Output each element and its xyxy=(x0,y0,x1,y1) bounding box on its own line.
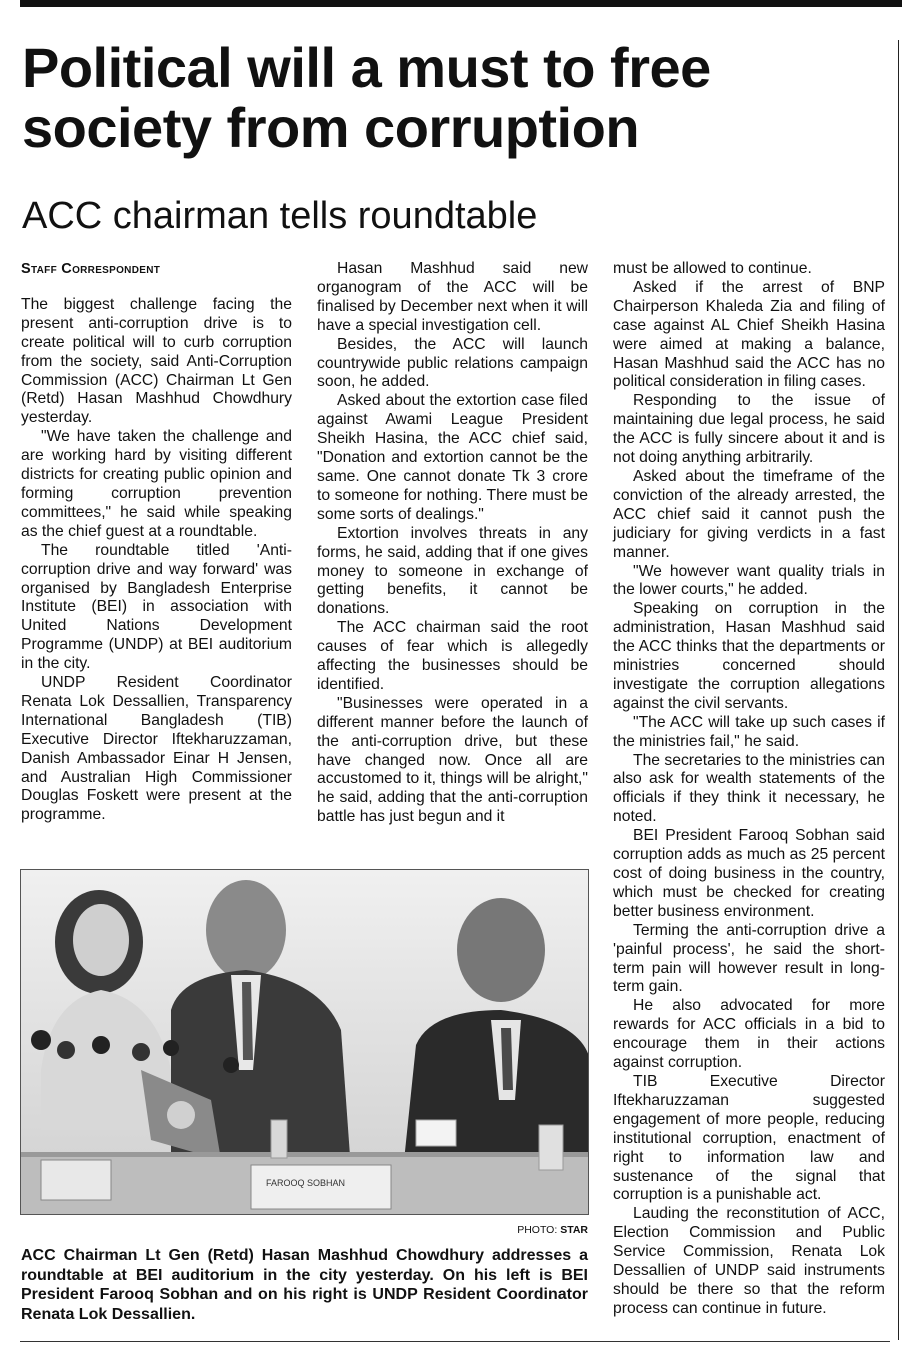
paragraph: The ACC chairman said the root causes of fear which is allegedly affecting the businesses should be identified. xyxy=(317,619,588,693)
paragraph: The secretaries to the ministries can also ask for wealth statements of the officials if they think it necessary, he noted. xyxy=(613,751,885,826)
paragraph: "Businesses were operated in a different manner before the launch of the anti-corruption drive, but these have changed now. Once all are accustomed to it, things will be alright," he said, adding that the anti-corruption battle has just begun and it xyxy=(317,694,588,826)
paragraph: The biggest challenge facing the present anti-corruption drive is to create political will to curb corruption from the society, said Anti-Corruption Commission (ACC) Chairman Lt Gen (Retd) Hasan Mashhud Chowdhury yesterday. xyxy=(21,295,292,427)
article-column-2 xyxy=(317,260,588,827)
article-headline: Political will a must to free society from corruption xyxy=(22,36,711,159)
paragraph: must be allowed to continue. xyxy=(613,260,812,277)
paragraph: "We however want quality trials in the lower courts," he added. xyxy=(613,562,885,599)
paragraph: Speaking on corruption in the administration, Hasan Mashhud said the ACC thinks that the departments or ministries concerned should investigate the corruption allegations against the civil servants. xyxy=(613,600,885,712)
paragraph: BEI President Farooq Sobhan said corruption adds as much as 25 percent cost of doing business in the country, which must be checked for creating better business environment. xyxy=(613,827,885,920)
paragraph: Lauding the reconstitution of ACC, Election Commission and Public Service Commission, Renata Lok Dessallien of UNDP said instruments should be there so that the reform process can continue in future. xyxy=(613,1205,885,1317)
column-rule xyxy=(898,40,899,1340)
paragraph: The roundtable titled 'Anti-corruption drive and way forward' was organised by Bangladesh Enterprise Institute (BEI) in association with United Nations Development Programme (UNDP) at BEI auditorium in the city. xyxy=(21,541,292,673)
article-column-1 xyxy=(21,260,292,825)
paragraph: TIB Executive Director Iftekharuzzaman suggested engagement of more people, reducing institutional corruption, enactment of right to information law and sustenance of the signal that corruption is a punishable act. xyxy=(613,1072,885,1204)
paragraph: Asked if the arrest of BNP Chairperson Khaleda Zia and filing of case against AL Chief Sheikh Hasina were aimed at making a balance, Hasan Mashhud said the ACC has no political consideration in filing cases. xyxy=(613,278,885,391)
photo-credit-source: STAR xyxy=(560,1224,588,1236)
paragraph: Hasan Mashhud said new organogram of the ACC will be finalised by December next when it will have a special investigation cell. xyxy=(317,260,588,334)
news-photo-illustration xyxy=(21,870,589,1215)
paragraph: Responding to the issue of maintaining due legal process, he said the ACC is fully sincere about it and is not doing anything arbitrarily. xyxy=(613,392,885,467)
news-photo xyxy=(20,869,589,1215)
nameplate-text: FAROOQ SOBHAN xyxy=(266,1178,346,1188)
paragraph: Asked about the extortion case filed against Awami League President Sheikh Hasina, the ACC chief said, "Donation and extortion cannot be the same. One cannot donate Tk 3 crore to someone for nothing. There must be some sorts of dealings." xyxy=(317,392,588,523)
photo-caption: ACC Chairman Lt Gen (Retd) Hasan Mashhud Chowdhury addresses a roundtable at BEI auditorium in the city yesterday. On his left is BEI President Farooq Sobhan and on his right is UNDP Resident Coordinator Renata Lok Dessallien. xyxy=(21,1247,588,1323)
paragraph: He also advocated for more rewards for ACC officials in a bid to encourage them in their actions against corruption. xyxy=(613,997,885,1072)
byline: Staff Correspondent xyxy=(21,261,161,277)
paragraph: Terming the anti-corruption drive a 'painful process', he said the short-term pain will however result in long-term gain. xyxy=(613,921,885,996)
article-column-3 xyxy=(613,260,885,1319)
paragraph: Extortion involves threats in any forms, he said, adding that if one gives money to someone in exchange of getting benefits, it cannot be donations. xyxy=(317,524,588,618)
paragraph: Asked about the timeframe of the conviction of the already arrested, the ACC chief said it cannot push the judiciary for giving verdicts in a fast manner. xyxy=(613,467,885,561)
paragraph: "We have taken the challenge and are working hard by visiting different districts for creating public opinion and forming corruption prevention committees," he said while speaking as the chief guest at a roundtable. xyxy=(21,428,292,540)
photo-credit xyxy=(480,1224,588,1236)
paragraph: "The ACC will take up such cases if the ministries fail," he said. xyxy=(613,713,885,750)
bottom-rule xyxy=(20,1341,890,1342)
paragraph: UNDP Resident Coordinator Renata Lok Dessallien, Transparency International Bangladesh (TIB) Executive Director Iftekharuzzaman, Danish Ambassador Einar H Jensen, and Australian High Commissioner Douglas Foskett were present at the programme. xyxy=(21,674,292,824)
photo-credit-prefix: PHOTO: xyxy=(517,1224,561,1236)
paragraph: Besides, the ACC will launch countrywide public relations campaign soon, he added. xyxy=(317,335,588,391)
article-subheadline: ACC chairman tells roundtable xyxy=(22,195,538,237)
top-rule xyxy=(20,0,902,7)
